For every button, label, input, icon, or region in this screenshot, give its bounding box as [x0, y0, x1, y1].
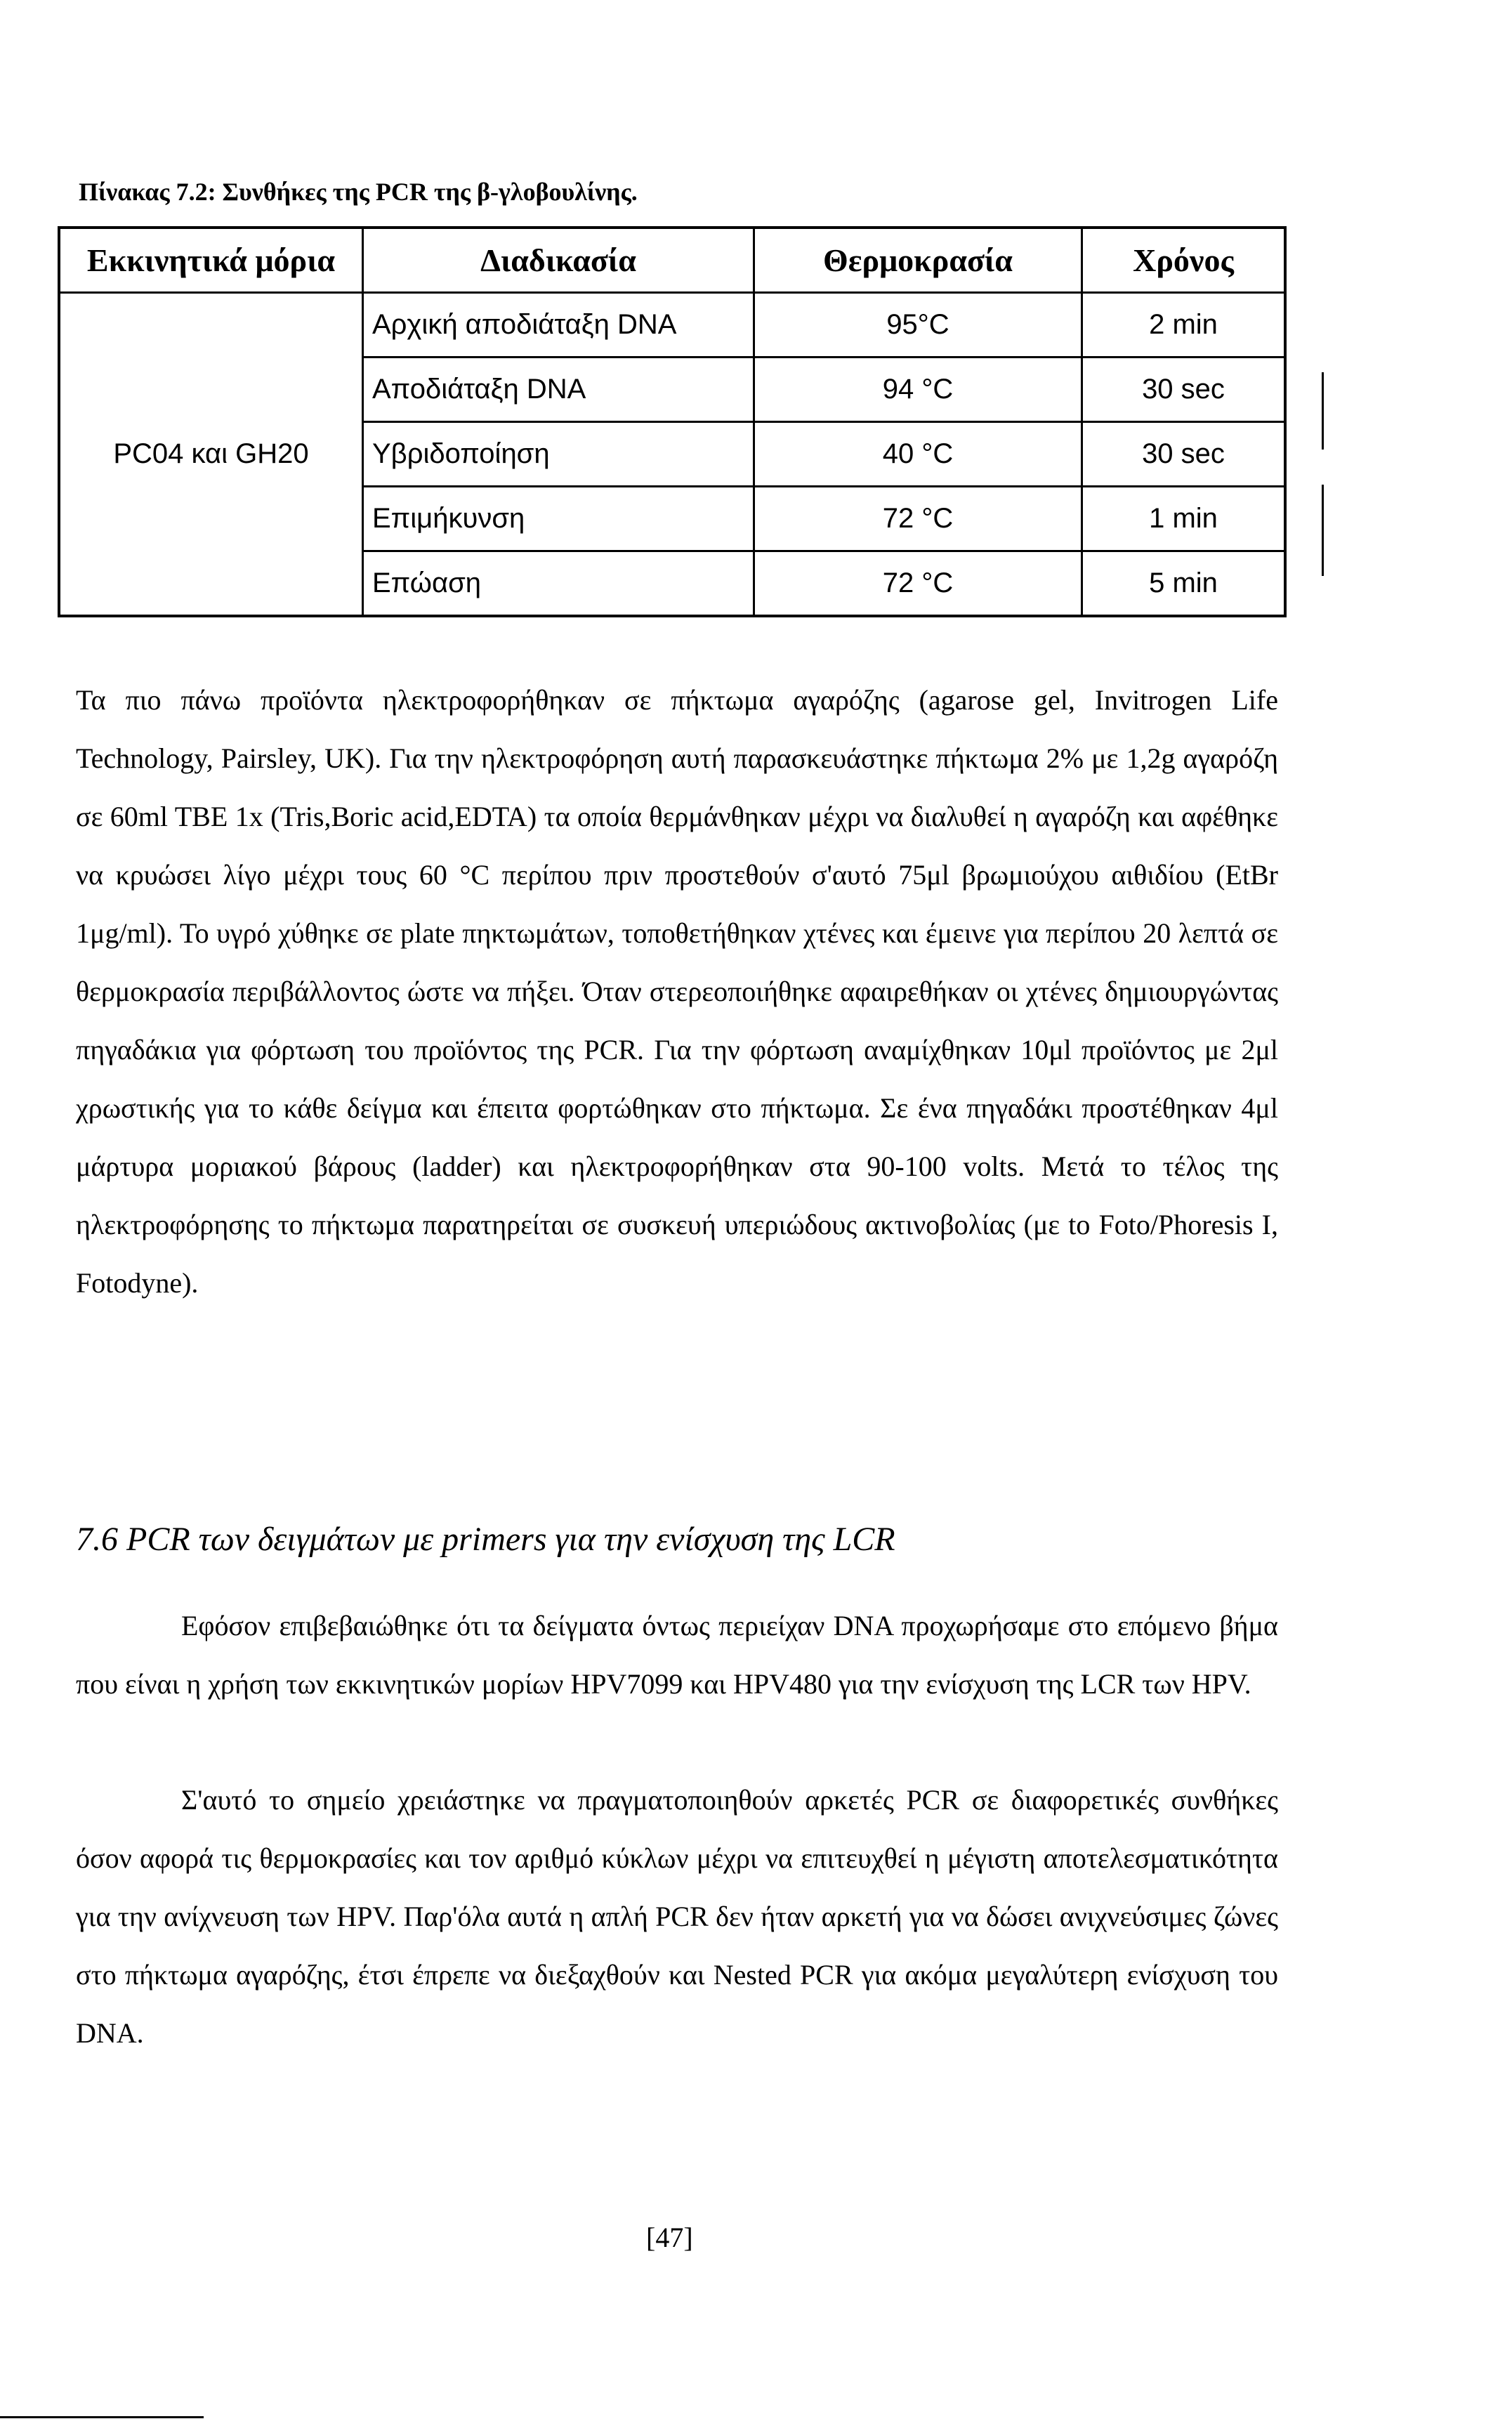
- body-paragraph-nested-pcr: Σ'αυτό το σημείο χρειάστηκε να πραγματοποιηθούν αρκετές PCR σε διαφορετικές συνθήκες όσον αφορά τις θερμοκρασίες και τον αριθμό κύκλων μέχρι να επιτευχθεί η μέγιστη αποτελεσματικότητα για την ανίχνευση των HPV. Παρ'όλα αυτά η απλή PCR δεν ήταν αρκετή για να δώσει ανιχνεύσιμες ζώνες στο πήκτωμα αγαρόζης, έτσι έπρεπε να διεξαχθούν και Nested PCR για ακόμα μεγαλύτερη ενίσχυση του DNA.: [76, 1784, 1278, 2049]
- time-cell: 30 sec: [1082, 358, 1286, 422]
- table-header-row: [59, 228, 1285, 293]
- header-procedure: Διαδικασία: [363, 228, 754, 293]
- page-number: [47]: [646, 2222, 693, 2253]
- header-time: Χρόνος: [1082, 228, 1286, 293]
- table-caption: Πίνακας 7.2: Συνθήκες της PCR της β-γλοβουλίνης.: [79, 178, 638, 206]
- body-paragraph-lcr-intro: Εφόσον επιβεβαιώθηκε ότι τα δείγματα όντως περιείχαν DNA προχωρήσαμε στο επόμενο βήμα που είναι η χρήση των εκκινητικών μορίων HPV7099 και HPV480 για την ενίσχυση της LCR των HPV.: [76, 1610, 1278, 1700]
- temperature-cell: 72 °C: [754, 551, 1082, 617]
- procedure-cell: Υβριδοποίηση: [363, 422, 754, 487]
- time-cell: 30 sec: [1082, 422, 1286, 487]
- header-primers: Εκκινητικά μόρια: [59, 228, 363, 293]
- pcr-conditions-table: [58, 226, 1287, 617]
- footer-rule: [0, 2416, 204, 2418]
- scan-artifact-line: [1322, 372, 1324, 450]
- scan-artifact-line: [1322, 485, 1324, 576]
- body-paragraph-electrophoresis: Τα πιο πάνω προϊόντα ηλεκτροφορήθηκαν σε πήκτωμα αγαρόζης (agarose gel, Invitrogen Life Technology, Pairsley, UK). Για την ηλεκτροφόρηση αυτή παρασκευάστηκε πήκτωμα 2% με 1,2g αγαρόζη σε 60ml TBE 1x (Tris,Boric acid,EDTA) τα οποία θερμάνθηκαν μέχρι να διαλυθεί η αγαρόζη και αφέθηκε να κρυώσει λίγο μέχρι τους 60 °C περίπου πριν προστεθούν σ'αυτό 75μl βρωμιούχου αιθιδίου (EtBr 1μg/ml). Το υγρό χύθηκε σε plate πηκτωμάτων, τοποθετήθηκαν χτένες και έμεινε για περίπου 20 λεπτά σε θερμοκρασία περιβάλλοντος ώστε να πήξει. Όταν στερεοποιήθηκε αφαιρεθήκαν οι χτένες δημιουργώντας πηγαδάκια για φόρτωση του προϊόντος της PCR. Για την φόρτωση αναμίχθηκαν 10μl προϊόντος με 2μl χρωστικής για το κάθε δείγμα και έπειτα φορτώθηκαν στο πήκτωμα. Σε ένα πηγαδάκι προστέθηκαν 4μl μάρτυρα μοριακού βάρους (ladder) και ηλεκτροφορήθηκαν στα 90-100 volts. Μετά το τέλος της ηλεκτροφόρησης το πήκτωμα παρατηρείται σε συσκευή υπεριώδους ακτινοβολίας (με to Foto/Phoresis I, Fotodyne).: [76, 684, 1278, 1299]
- header-temperature: Θερμοκρασία: [754, 228, 1082, 293]
- temperature-cell: 95°C: [754, 293, 1082, 358]
- procedure-cell: Αρχική αποδιάταξη DNA: [363, 293, 754, 358]
- section-heading: 7.6 PCR των δειγμάτων με primers για την ενίσχυση της LCR: [76, 1521, 895, 1558]
- time-cell: 1 min: [1082, 487, 1286, 551]
- time-cell: 5 min: [1082, 551, 1286, 617]
- procedure-cell: Επιμήκυνση: [363, 487, 754, 551]
- procedure-cell: Επώαση: [363, 551, 754, 617]
- temperature-cell: 40 °C: [754, 422, 1082, 487]
- table-row: [59, 293, 1285, 358]
- temperature-cell: 94 °C: [754, 358, 1082, 422]
- primers-cell: PC04 και GH20: [59, 293, 363, 617]
- temperature-cell: 72 °C: [754, 487, 1082, 551]
- time-cell: 2 min: [1082, 293, 1286, 358]
- procedure-cell: Αποδιάταξη DNA: [363, 358, 754, 422]
